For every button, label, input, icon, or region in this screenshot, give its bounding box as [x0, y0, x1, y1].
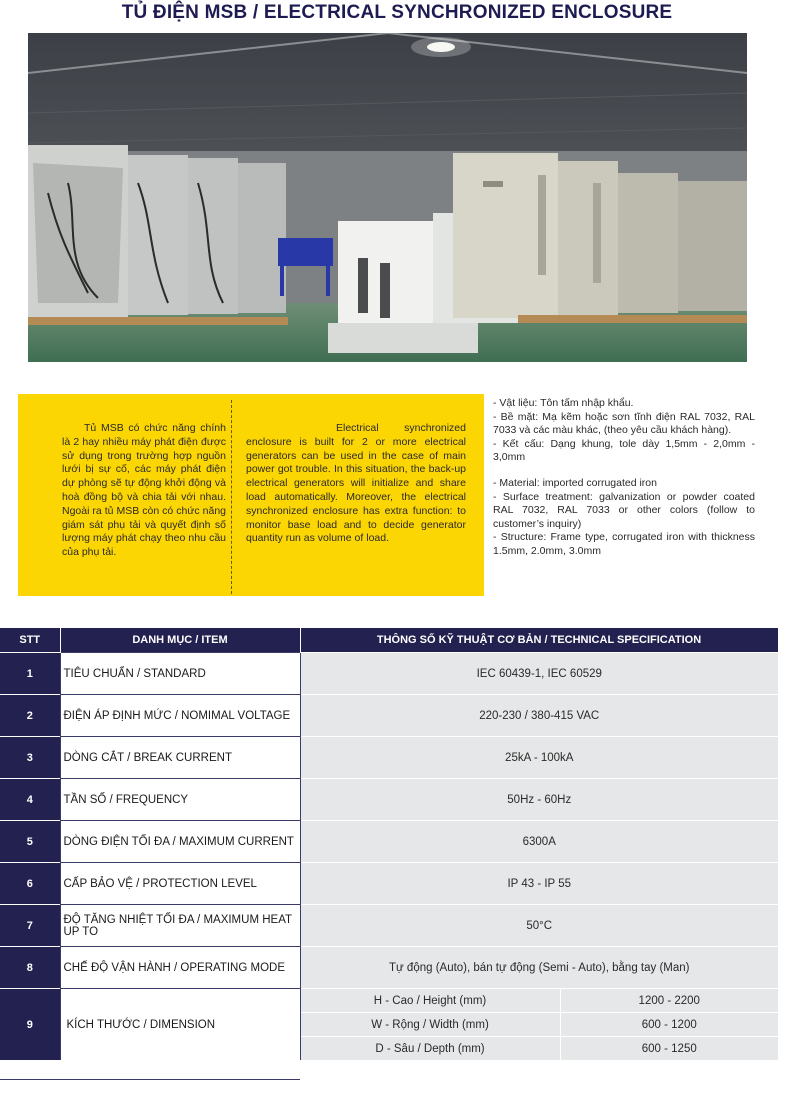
row-spec: 220-230 / 380-415 VAC — [300, 695, 778, 737]
row-item: ĐIỆN ÁP ĐỊNH MỨC / NOMIMAL VOLTAGE — [60, 695, 300, 737]
page-title: TỦ ĐIỆN MSB / ELECTRICAL SYNCHRONIZED ENCLOSURE — [121, 2, 673, 23]
row-stt: 5 — [0, 821, 60, 863]
header-spec: THÔNG SỐ KỸ THUẬT CƠ BẢN / TECHNICAL SPECIFICATION — [300, 628, 778, 653]
dimension-width-label: W - Rộng / Width (mm) — [300, 1013, 560, 1037]
row-stt: 2 — [0, 695, 60, 737]
material-en: - Material: imported corrugated iron — [493, 476, 657, 489]
table-row — [0, 863, 778, 905]
table-row — [0, 695, 778, 737]
surface-en: - Surface treatment: galvanization or powder coated RAL 7032, RAL 7033 or other colors (follow to customer’s inquiry) — [493, 490, 755, 530]
structure-vn: - Kết cấu: Dạng khung, tole dày 1,5mm - 2,0mm - 3,0mm — [493, 437, 755, 464]
dimension-depth-value: 600 - 1250 — [560, 1037, 778, 1061]
header-item: DANH MỤC / ITEM — [60, 628, 300, 653]
dimension-depth-label: D - Sâu / Depth (mm) — [300, 1037, 560, 1061]
table-row — [0, 779, 778, 821]
dimension-width-value: 600 - 1200 — [560, 1013, 778, 1037]
table-row — [0, 653, 778, 695]
row-stt: 1 — [0, 653, 60, 695]
dimension-stt: 9 — [0, 989, 60, 1061]
material-vn: - Vật liệu: Tôn tấm nhập khẩu. — [493, 397, 634, 409]
table-row — [0, 905, 778, 947]
materials-list — [493, 397, 755, 559]
description-en-text: Electrical synchronized enclosure is built for 2 or more electrical generators can be used in the case of main power got trouble. In this situation, the back-up electrical generators will initialize and share load automatically. Moreover, the electrical synchronized enclosure has extra function: to monitor base load and to decide generator quantity run as volume of load. — [246, 422, 466, 545]
row-item: DÒNG CẮT / BREAK CURRENT — [60, 737, 300, 779]
row-stt: 6 — [0, 863, 60, 905]
description-en — [246, 422, 466, 546]
table-row — [0, 737, 778, 779]
header-stt: STT — [0, 628, 60, 653]
row-spec: 6300A — [300, 821, 778, 863]
table-row — [0, 947, 778, 989]
row-stt: 7 — [0, 905, 60, 947]
table-header — [0, 628, 778, 653]
spec-table — [0, 628, 779, 1060]
row-item: DÒNG ĐIỆN TỐI ĐA / MAXIMUM CURRENT — [60, 821, 300, 863]
row-item: TIÊU CHUẨN / STANDARD — [60, 653, 300, 695]
row-item: ĐỘ TĂNG NHIỆT TỐI ĐA / MAXIMUM HEAT UP TO — [60, 905, 300, 947]
row-stt: 3 — [0, 737, 60, 779]
dimension-height-label: H - Cao / Height (mm) — [300, 989, 560, 1013]
table-row-dimension — [0, 989, 778, 1013]
table-row — [0, 821, 778, 863]
row-spec: IP 43 - IP 55 — [300, 863, 778, 905]
description-vn-text: Tủ MSB có chức năng chính là 2 hay nhiều máy phát điện được sử dụng trong trường hợp nguồn lưới bị sự cố, các máy phát điện dự phòng sẽ tự động khởi động và hoà đồng bộ và chia tải với nhau. Ngoài ra tủ MSB còn có chức năng giám sát phụ tải và quyết định số lượng máy phát chạy theo nhu cầu của phụ tải. — [62, 422, 226, 559]
row-spec: 50°C — [300, 905, 778, 947]
description-divider — [231, 400, 232, 594]
row-item: TẦN SỐ / FREQUENCY — [60, 779, 300, 821]
description-vn — [62, 422, 226, 560]
row-spec: Tự động (Auto), bán tự động (Semi - Auto), bằng tay (Man) — [300, 947, 778, 989]
dimension-item: KÍCH THƯỚC / DIMENSION — [60, 989, 300, 1061]
row-item: CHẾ ĐỘ VẬN HÀNH / OPERATING MODE — [60, 947, 300, 989]
dimension-height-value: 1200 - 2200 — [560, 989, 778, 1013]
row-spec: IEC 60439-1, IEC 60529 — [300, 653, 778, 695]
row-spec: 50Hz - 60Hz — [300, 779, 778, 821]
row-spec: 25kA - 100kA — [300, 737, 778, 779]
factory-photo — [28, 33, 747, 362]
row-stt: 8 — [0, 947, 60, 989]
surface-vn: - Bề mặt: Mạ kẽm hoặc sơn tĩnh điện RAL 7032, RAL 7033 và các màu khác, (theo yêu cầu khách hàng). — [493, 410, 755, 437]
row-item: CẤP BẢO VỆ / PROTECTION LEVEL — [60, 863, 300, 905]
row-stt: 4 — [0, 779, 60, 821]
structure-en: - Structure: Frame type, corrugated iron with thickness 1.5mm, 2.0mm, 3.0mm — [493, 531, 755, 557]
table-bottom-border — [0, 1079, 300, 1080]
